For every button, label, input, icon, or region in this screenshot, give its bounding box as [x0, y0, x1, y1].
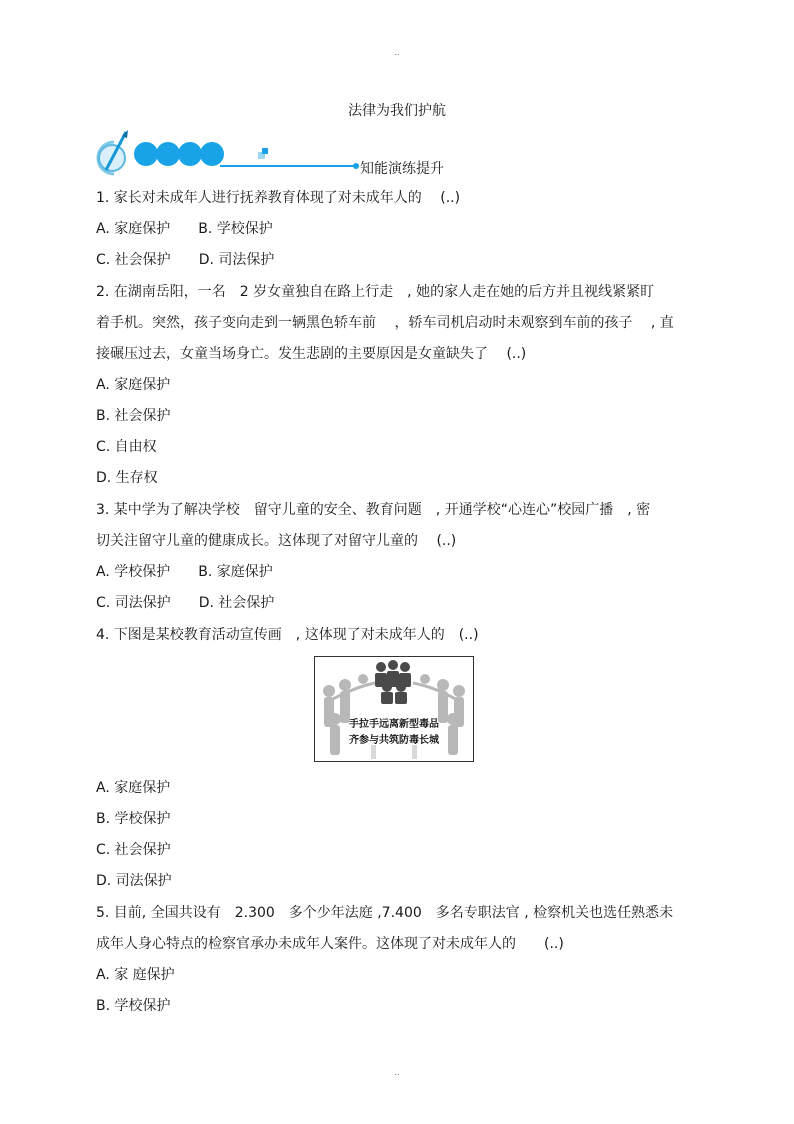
- option-a: A. 家 庭保护: [96, 967, 175, 983]
- option-b: B. 社会保护: [96, 408, 171, 424]
- question-1-options-row-1: [96, 219, 273, 239]
- option-d: D. 司法保护: [96, 873, 172, 889]
- question-3-text-line-1: 3. 某中学为了解决学校 留守儿童的安全、教育问题 , 开通学校“心连心”校园广播 , 密: [96, 502, 651, 518]
- page-title: 法律为我们护航: [348, 103, 446, 119]
- option-b: B. 学校保护: [96, 811, 171, 827]
- question-5-text-line-1: 5. 目前, 全国共设有 2.300 多个少年法庭 ,7.400 多名专职法官 , 检察机关也选任熟悉未: [96, 905, 674, 921]
- question-2-text-line-3: 接碾压过去，女童当场身亡。发生悲剧的主要原因是女童缺失了 (..): [96, 346, 527, 362]
- question-3-text-line-2: 切关注留守儿童的健康成长。这体现了对留守儿童的 (..): [96, 533, 457, 549]
- option-a: A. 学校保护: [96, 564, 171, 580]
- question-5-text-line-2: 成年人身心特点的检察官承办未成年人案件。这体现了对未成年人的 (..): [96, 936, 564, 952]
- option-b: B. 家庭保护: [198, 564, 273, 580]
- question-1-text: 1. 家长对未成年人进行抚养教育体现了对未成年人的 (..): [96, 190, 461, 206]
- option-c: C. 社会保护: [96, 842, 171, 858]
- question-2-text-line-1: 2. 在湖南岳阳，一名 2 岁女童独自在路上行走 , 她的家人走在她的后方并且视线紧紧盯: [96, 284, 655, 300]
- poster-slogan-1: 手拉手远离新型毒品: [349, 719, 439, 730]
- option-c: C. 社会保护: [96, 252, 171, 268]
- option-d: D. 社会保护: [198, 595, 275, 611]
- pen-ruler-icon: [98, 130, 128, 174]
- question-4-text: 4. 下图是某校教育活动宣传画 , 这体现了对未成年人的 (..): [96, 627, 479, 643]
- header-mark: ..: [394, 48, 400, 57]
- question-3-options-row-2: [96, 593, 274, 613]
- question-2-text-line-2: 着手机。突然，孩子变向走到一辆黑色轿车前 ，轿车司机启动时未观察到车前的孩子 , 直: [96, 315, 674, 331]
- option-d: D. 生存权: [96, 470, 158, 486]
- option-b: B. 学校保护: [96, 998, 171, 1014]
- option-a: A. 家庭保护: [96, 377, 171, 393]
- option-c: C. 司法保护: [96, 595, 171, 611]
- footer-mark: ..: [394, 1068, 400, 1077]
- poster-slogan-2: 齐参与共筑防毒长城: [349, 735, 439, 746]
- section-label: 知能演练提升: [360, 161, 444, 177]
- question-3-options-row-1: [96, 562, 273, 582]
- option-d: D. 司法保护: [198, 252, 275, 268]
- anti-drug-poster: [314, 656, 474, 762]
- option-c: C. 自由权: [96, 439, 157, 455]
- question-1-options-row-2: [96, 250, 274, 270]
- option-a: A. 家庭保护: [96, 221, 171, 237]
- option-a: A. 家庭保护: [96, 780, 171, 796]
- option-b: B. 学校保护: [198, 221, 273, 237]
